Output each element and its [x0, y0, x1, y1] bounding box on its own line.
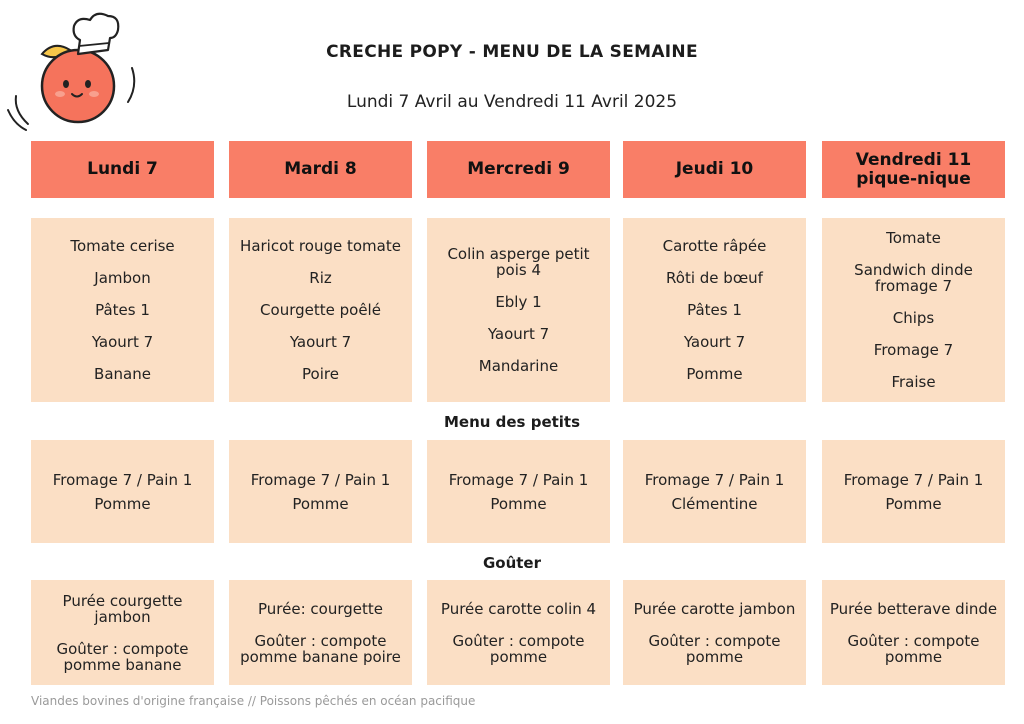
day-header-line: Lundi 7 [87, 159, 158, 179]
footer-note: Viandes bovines d'origine française // Poissons pêchés en océan pacifique [31, 694, 476, 708]
lunch-item: Haricot rouge tomate [240, 237, 401, 255]
day-header-line: pique-nique [856, 168, 971, 189]
lunch-item: Yaourt 7 [91, 333, 154, 351]
petits-item: Pomme [94, 494, 151, 513]
peach-chef-logo [6, 6, 146, 132]
lunch-item: Fromage 7 [873, 341, 954, 359]
gouter-item: Goûter : compote pomme [847, 631, 980, 666]
lunch-item: Banane [94, 365, 151, 383]
petits-item: Fromage 7 / Pain 1 [52, 470, 193, 489]
gouter-box [427, 580, 610, 685]
gouter-item: Purée betterave dinde [829, 599, 998, 618]
lunch-item: Yaourt 7 [683, 333, 746, 351]
lunch-item: Yaourt 7 [487, 325, 550, 343]
gouter-box [229, 580, 412, 685]
lunch-item: Carotte râpée [662, 237, 767, 255]
gouter-item: Purée: courgette [258, 599, 383, 618]
lunch-item: Rôti de bœuf [666, 269, 763, 287]
gouter-box [31, 580, 214, 685]
lunch-item: Mandarine [478, 357, 559, 375]
petits-box [623, 440, 806, 543]
lunch-box [229, 218, 412, 402]
lunch-item: Ebly 1 [495, 293, 542, 311]
day-header [229, 141, 412, 198]
lunch-item: Pâtes 1 [95, 301, 150, 319]
petits-item: Pomme [885, 494, 942, 513]
day-header-line: Mercredi 9 [467, 159, 570, 179]
gouter-item: Goûter : compote pomme banane poire [240, 631, 401, 666]
gouter-item: Purée carotte colin 4 [440, 599, 597, 618]
day-header-line: Jeudi 10 [675, 159, 754, 179]
day-header-line: Mardi 8 [284, 159, 357, 179]
lunch-box [822, 218, 1005, 402]
lunch-item: Tomate cerise [70, 237, 175, 255]
gouter-item: Goûter : compote pomme [452, 631, 585, 666]
lunch-item: Sandwich dinde fromage 7 [854, 261, 973, 295]
petits-item: Pomme [490, 494, 547, 513]
gouter-item: Goûter : compote pomme banane [56, 639, 189, 674]
gouter-item: Goûter : compote pomme [648, 631, 781, 666]
petits-item: Fromage 7 / Pain 1 [843, 470, 984, 489]
lunch-item: Courgette poêlé [260, 301, 381, 319]
lunch-item: Pâtes 1 [687, 301, 742, 319]
lunch-item: Yaourt 7 [289, 333, 352, 351]
gouter-box [623, 580, 806, 685]
lunch-item: Tomate [886, 229, 941, 247]
day-header [822, 141, 1005, 198]
petits-item: Fromage 7 / Pain 1 [448, 470, 589, 489]
lunch-box [31, 218, 214, 402]
day-header-line: Vendredi 11 [855, 149, 972, 170]
gouter-box [822, 580, 1005, 685]
petits-item: Fromage 7 / Pain 1 [250, 470, 391, 489]
petits-box [427, 440, 610, 543]
petits-item: Fromage 7 / Pain 1 [644, 470, 785, 489]
lunch-item: Chips [892, 309, 935, 327]
lunch-item: Jambon [94, 269, 151, 287]
lunch-item: Colin asperge petit pois 4 [447, 245, 590, 279]
lunch-item: Riz [309, 269, 332, 287]
gouter-item: Purée courgette jambon [62, 591, 183, 626]
section-menu-des-petits: Menu des petits [443, 413, 581, 431]
day-header [427, 141, 610, 198]
petits-box [31, 440, 214, 543]
petits-item: Pomme [292, 494, 349, 513]
lunch-box [427, 218, 610, 402]
petits-item: Clémentine [671, 494, 758, 513]
week-dates: Lundi 7 Avril au Vendredi 11 Avril 2025 [346, 92, 678, 112]
lunch-item: Poire [302, 365, 339, 383]
petits-box [229, 440, 412, 543]
gouter-item: Purée carotte jambon [633, 599, 796, 618]
petits-box [822, 440, 1005, 543]
page-title: CRECHE POPY - MENU DE LA SEMAINE [326, 42, 698, 62]
lunch-box [623, 218, 806, 402]
lunch-item: Pomme [686, 365, 743, 383]
lunch-item: Fraise [891, 373, 936, 391]
day-header [623, 141, 806, 198]
day-header [31, 141, 214, 198]
section-gouter: Goûter [482, 554, 542, 572]
